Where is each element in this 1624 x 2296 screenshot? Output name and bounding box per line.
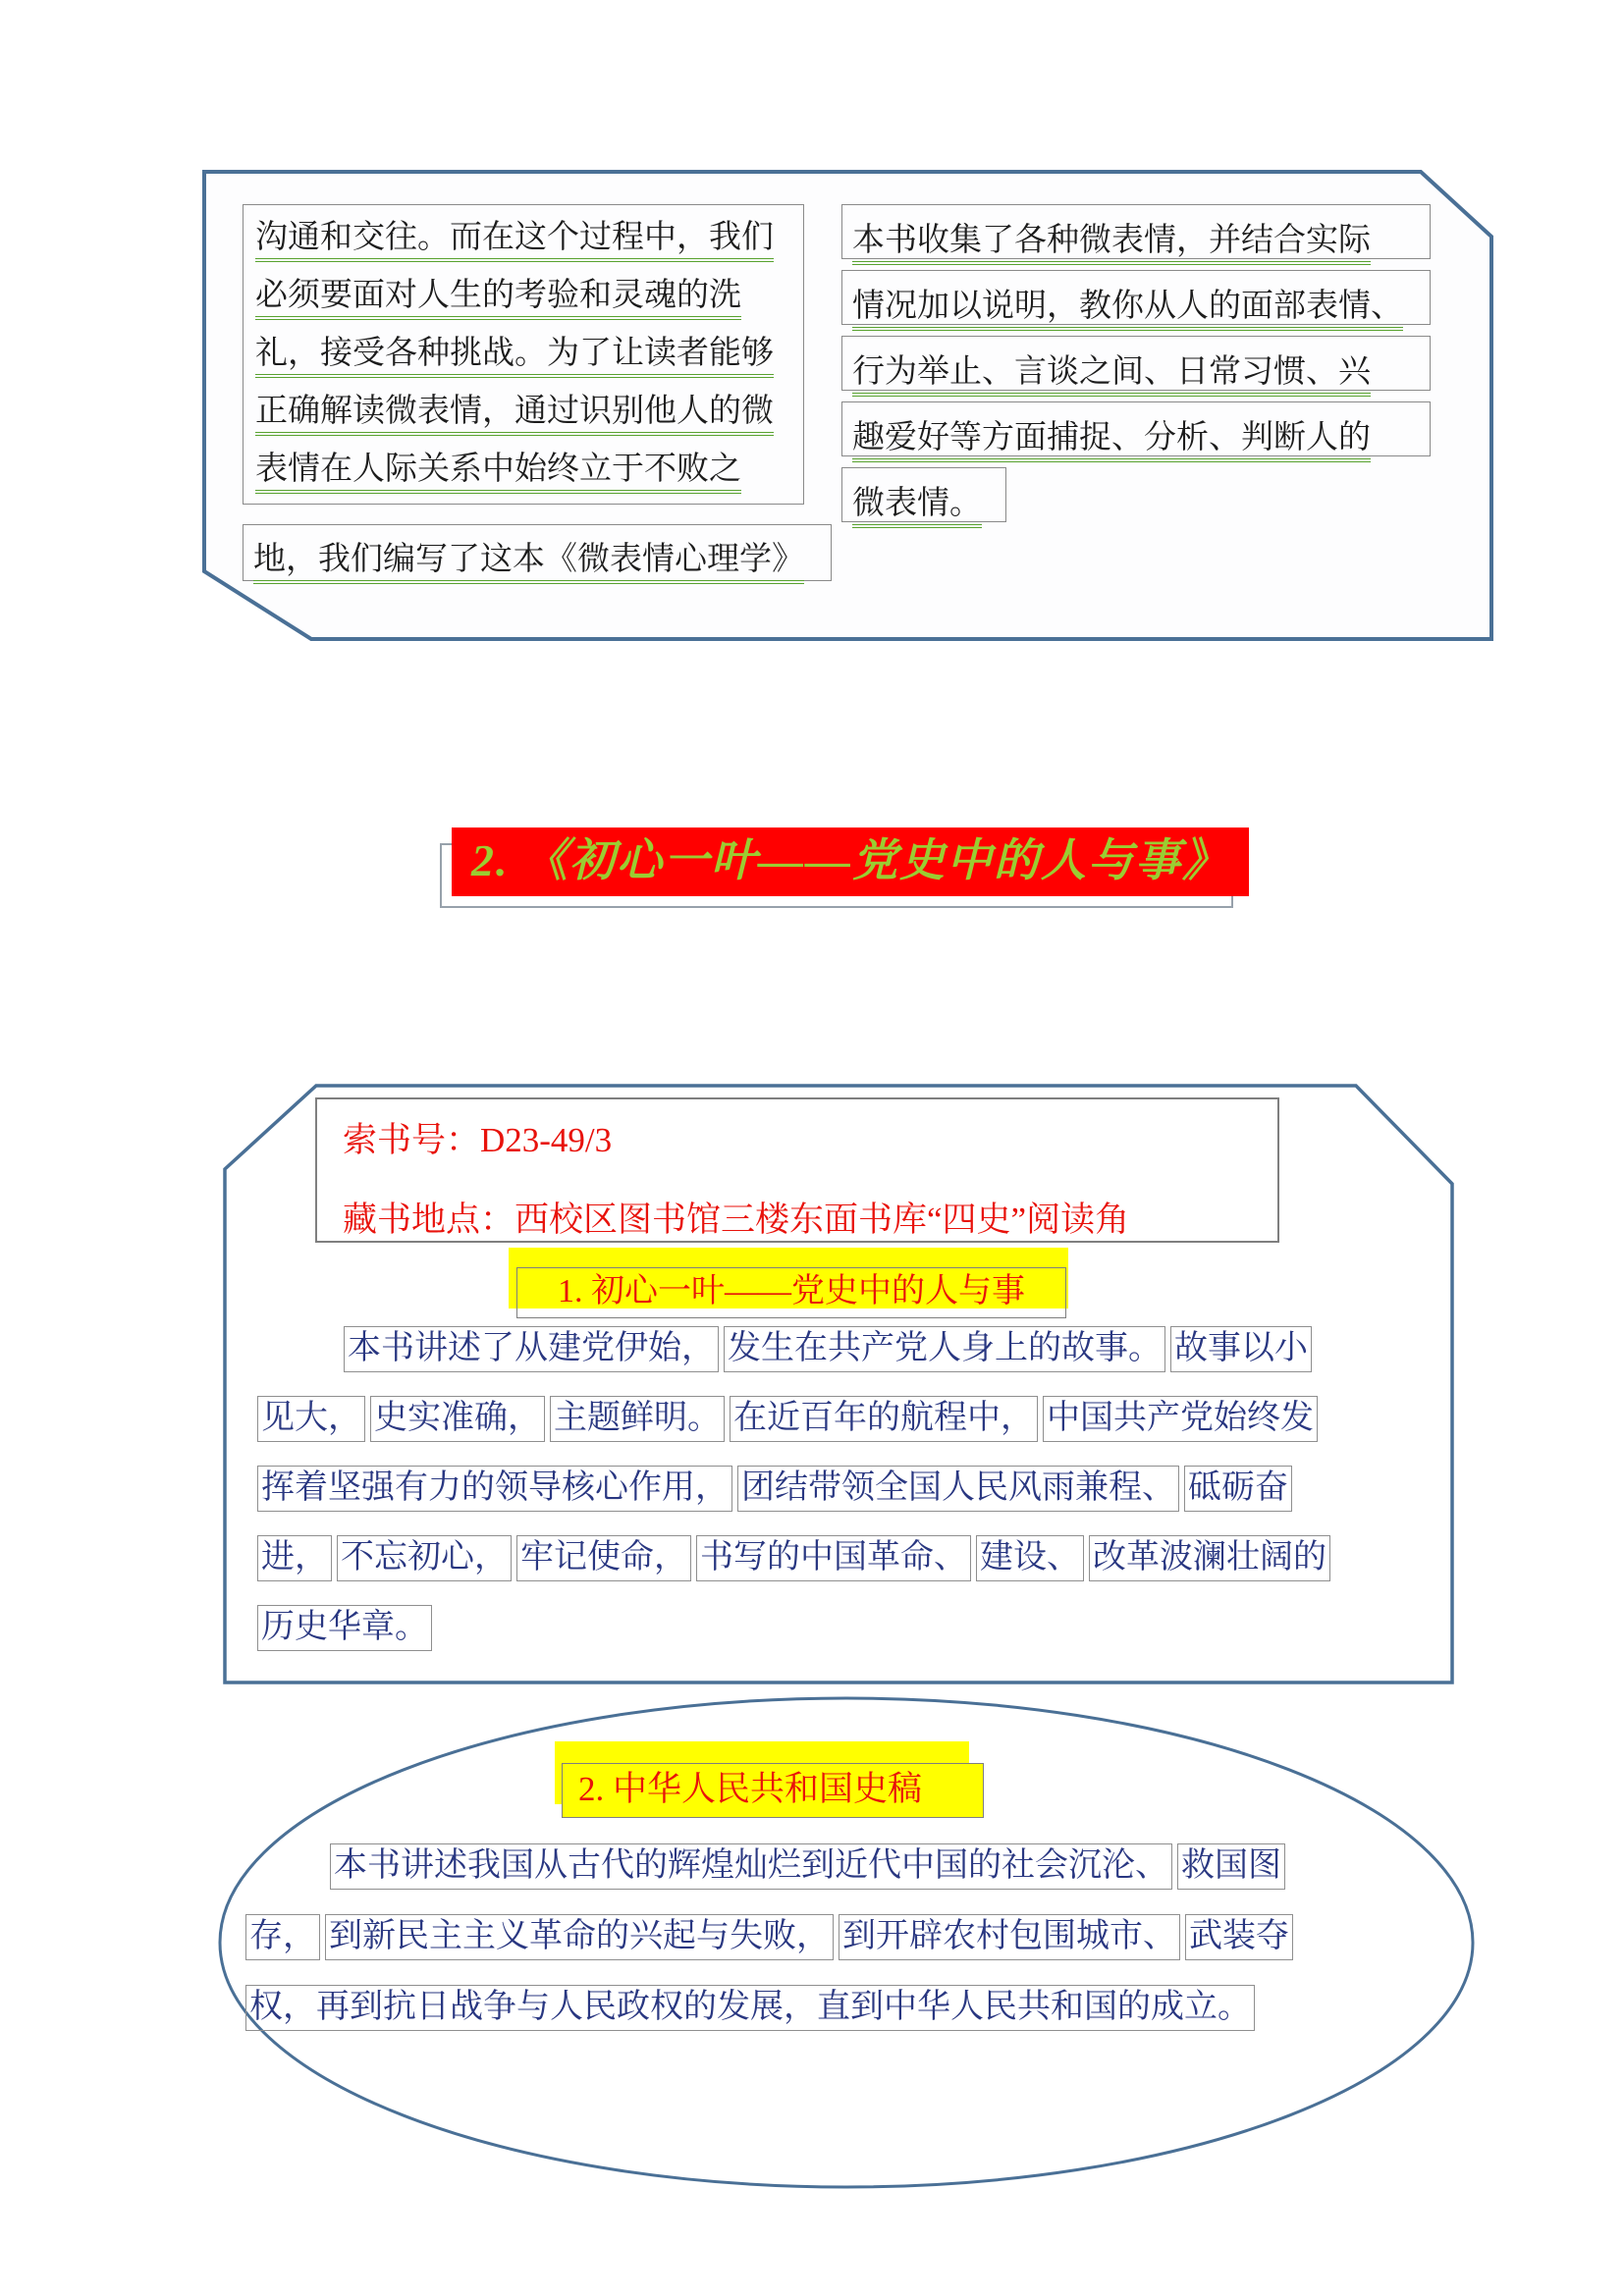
underlined-text: 行为举止、言谈之间、日常习惯、兴 [852, 354, 1371, 397]
underlined-text: 微表情。 [852, 486, 982, 528]
paragraph-row [245, 1914, 1463, 1985]
paragraph-row [257, 1466, 1435, 1535]
text-line-box [841, 467, 1006, 522]
text-segment: 发生在共产党人身上的故事。 [724, 1326, 1165, 1372]
text-line [255, 389, 797, 447]
location-line: 藏书地点：西校区图书馆三楼东面书库“四史”阅读角 [343, 1201, 1130, 1239]
text-line-box [841, 270, 1431, 325]
paragraph-row [344, 1326, 1435, 1396]
text-segment: 书写的中国革命、 [696, 1535, 971, 1581]
text-segment: 主题鲜明。 [550, 1396, 725, 1442]
text-segment: 建设、 [976, 1535, 1084, 1581]
text-segment: 见大， [257, 1396, 365, 1442]
text-segment: 史实准确， [370, 1396, 545, 1442]
text-line-box [841, 336, 1431, 391]
text-line-box [841, 401, 1431, 456]
underlined-text: 正确解读微表情，通过识别他人的微 [255, 394, 774, 436]
section-banner [440, 828, 1265, 926]
text-segment: 权，再到抗日战争与人民政权的发展，直到中华人民共和国的成立。 [245, 1985, 1255, 2031]
banner-title: 2. 《初心一叶——党史中的人与事》 [452, 828, 1249, 896]
paragraph-row [257, 1605, 1435, 1675]
text-line [255, 273, 797, 331]
underlined-text: 礼，接受各种挑战。为了让读者能够 [255, 336, 774, 378]
text-segment: 不忘初心， [337, 1535, 512, 1581]
book2-paragraph [245, 1843, 1463, 2056]
paragraph-row [257, 1396, 1435, 1466]
book1-paragraph [257, 1326, 1435, 1675]
text-segment: 历史华章。 [257, 1605, 432, 1651]
paragraph-row [257, 1535, 1435, 1605]
text-line [255, 447, 797, 505]
text-segment: 中国共产党始终发 [1043, 1396, 1318, 1442]
middle-callout [222, 1083, 1455, 1685]
text-segment: 到开辟农村包围城市、 [839, 1914, 1180, 1960]
call-number-line: 索书号：D23-49/3 [343, 1121, 613, 1159]
text-segment: 故事以小 [1170, 1326, 1312, 1372]
text-line-box [841, 204, 1431, 259]
text-segment: 存， [245, 1914, 320, 1960]
book1-section-title: 1. 初心一叶——党史中的人与事 [516, 1267, 1066, 1318]
underlined-text: 情况加以说明，教你从人的面部表情、 [852, 289, 1403, 331]
left-text-box [243, 204, 804, 505]
left-overflow-text-box [243, 524, 832, 581]
catalog-info-box [315, 1097, 1279, 1243]
text-segment: 砥砺奋 [1184, 1466, 1292, 1512]
text-segment: 牢记使命， [516, 1535, 691, 1581]
underlined-text: 趣爱好等方面捕捉、分析、判断人的 [852, 420, 1371, 462]
text-segment: 武装夺 [1185, 1914, 1293, 1960]
underlined-text: 沟通和交往。而在这个过程中，我们 [255, 220, 774, 262]
text-segment: 在近百年的航程中， [730, 1396, 1038, 1442]
text-line [255, 215, 797, 273]
paragraph-row [245, 1985, 1463, 2056]
right-text-column [841, 204, 1431, 533]
text-segment: 挥着坚强有力的领导核心作用， [257, 1466, 732, 1512]
text-segment: 团结带领全国人民风雨兼程、 [737, 1466, 1179, 1512]
text-segment: 救国图 [1177, 1843, 1285, 1890]
underlined-text: 必须要面对人生的考验和灵魂的洗 [255, 278, 741, 320]
text-line: 地，我们编写了这本《微表情心理学》 [253, 542, 804, 584]
book2-section-title: 2. 中华人民共和国史稿 [562, 1763, 984, 1818]
ellipse-callout [216, 1694, 1477, 2195]
text-segment: 本书讲述了从建党伊始， [344, 1326, 719, 1372]
underlined-text: 本书收集了各种微表情，并结合实际 [852, 223, 1371, 265]
text-line [255, 331, 797, 389]
text-segment: 到新民主主义革命的兴起与失败， [325, 1914, 834, 1960]
underlined-text: 表情在人际关系中始终立于不败之 [255, 452, 741, 494]
text-segment: 改革波澜壮阔的 [1089, 1535, 1330, 1581]
text-segment: 进， [257, 1535, 332, 1581]
top-callout [201, 169, 1494, 642]
paragraph-row [330, 1843, 1463, 1914]
text-segment: 本书讲述我国从古代的辉煌灿烂到近代中国的社会沉沦、 [330, 1843, 1172, 1890]
